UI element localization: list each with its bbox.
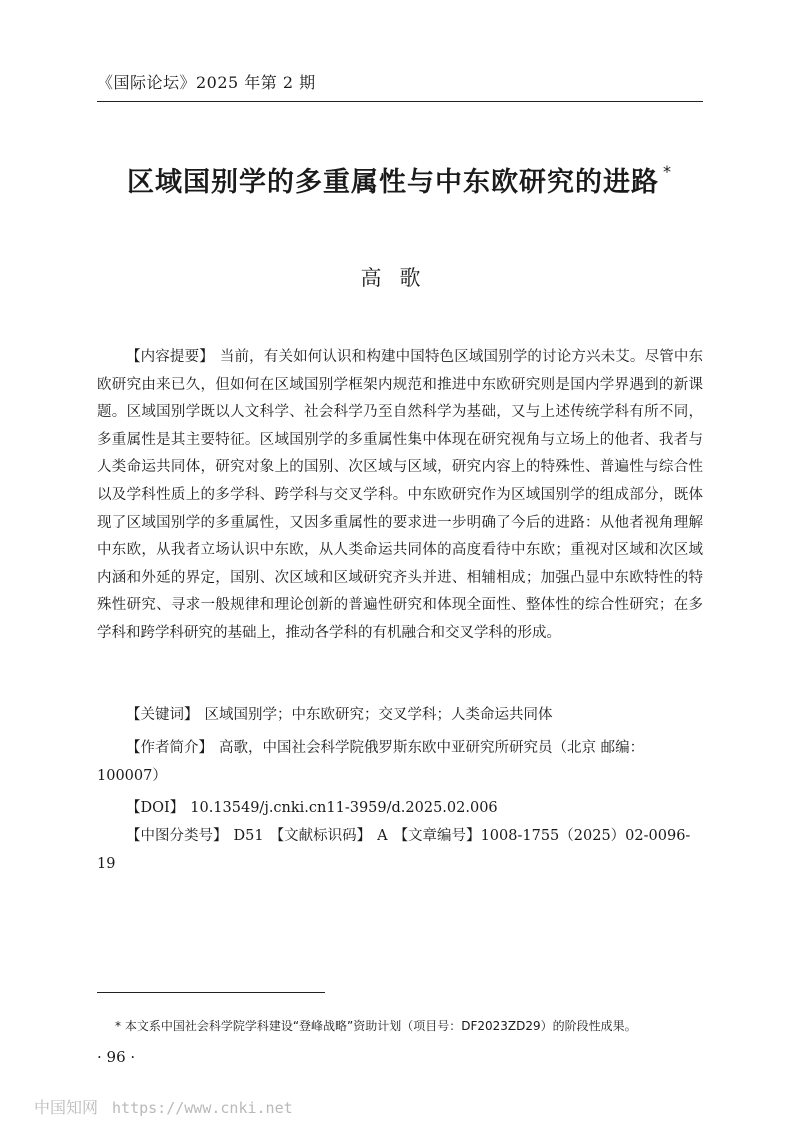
article-number-label: 【文章编号】 [393, 828, 481, 844]
doi-text: 10.13549/j.cnki.cn11-3959/d.2025.02.006 [190, 800, 498, 816]
header-rule [97, 101, 703, 102]
keywords-text: 区域国别学；中东欧研究；交叉学科；人类命运共同体 [204, 707, 553, 723]
clc-value: D51 [233, 828, 264, 844]
author-info-label: 【作者简介】 [126, 740, 213, 756]
abstract-label: 【内容提要】 [126, 349, 214, 365]
article-number-value: 1008-1755（2025）02-0096-19 [97, 828, 691, 872]
page-number: · 96 · [97, 1048, 136, 1066]
watermark-site: 中国知网 [34, 1098, 99, 1117]
running-head: 《国际论坛》2025 年第 2 期 [97, 73, 316, 92]
abstract [97, 344, 703, 648]
doc-code-value: A [377, 828, 388, 844]
title-text: 区域国别学的多重属性与中东欧研究的进路 [127, 167, 659, 198]
clc-label: 【中图分类号】 [126, 828, 228, 844]
doi-label: 【DOI】 [126, 800, 185, 816]
classification [97, 823, 703, 878]
article-title [0, 160, 799, 199]
watermark-url[interactable]: https://www.cnki.net [112, 1099, 293, 1117]
abstract-text: 当前，有关如何认识和构建中国特色区域国别学的讨论方兴未艾。尽管中东欧研究由来已久，但如何在区域国别学框架内规范和推进中东欧研究则是国内学界遇到的新课题。区域国别学既以人文科学、社会科学乃至自然科学为基础，又与上述传统学科有所不同，多重属性是其主要特征。区域国别学的多重属性集中体现在研究视角与立场上的他者、我者与人类命运共同体，研究对象上的国别、次区域与区域，研究内容上的特殊性、普遍性与综合性以及学科性质上的多学科、跨学科与交叉学科。中东欧研究作为区域国别学的组成部分，既体现了区域国别学的多重属性，又因多重属性的要求进一步明确了今后的进路：从他者视角理解中东欧，从我者立场认识中东欧，从人类命运共同体的高度看待中东欧；重视对区域和次区域内涵和外延的界定，国别、次区域和区域研究齐头并进、相辅相成；加强凸显中东欧特性的特殊性研究、寻求一般规律和理论创新的普遍性研究和体现全面性、整体性的综合性研究；在多学科和跨学科研究的基础上，推动各学科的有机融合和交叉学科的形成。 [97, 349, 704, 641]
doc-code-label: 【文献标识码】 [269, 828, 372, 844]
author-name: 高歌 [360, 266, 439, 290]
author-info [97, 735, 703, 790]
footnote: * 本文系中国社会科学院学科建设“登峰战略”资助计划（项目号：DF2023ZD29）的阶段性成果。 [115, 1019, 637, 1033]
doi [97, 795, 703, 823]
keywords [97, 702, 703, 730]
title-footnote-marker: * [663, 162, 672, 181]
watermark [34, 1095, 293, 1118]
footnote-rule [97, 992, 325, 993]
keywords-label: 【关键词】 [126, 707, 199, 723]
author-info-text: 高歌，中国社会科学院俄罗斯东欧中亚研究所研究员（北京 邮编：100007） [97, 740, 645, 784]
